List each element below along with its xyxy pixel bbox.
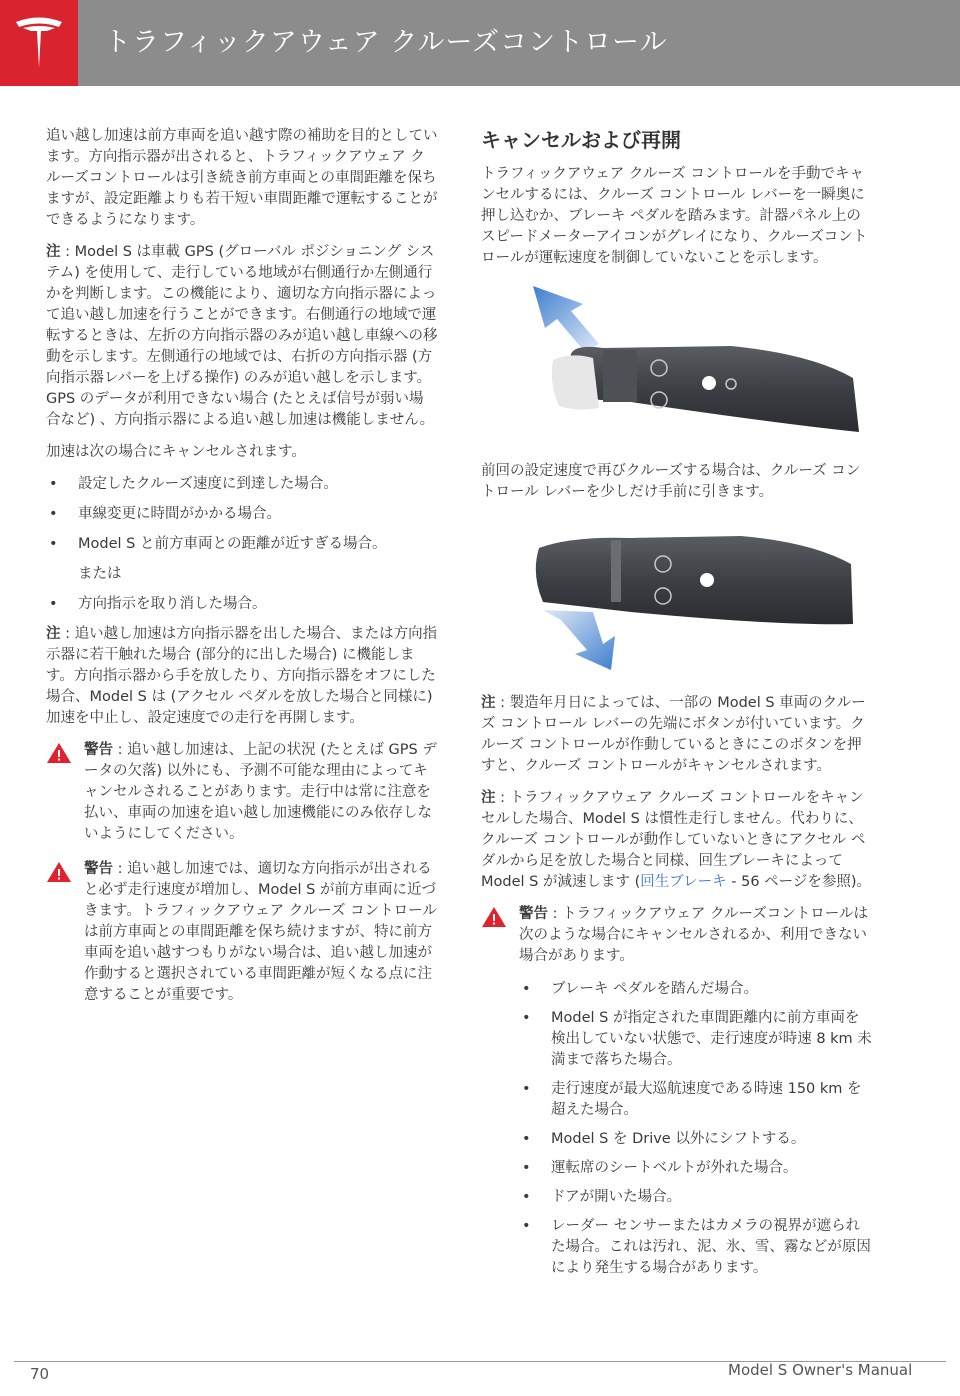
warning-block [481, 904, 873, 1279]
bullet-icon: • [522, 1218, 531, 1234]
page-title: トラフィックアウェア クルーズコントロール [104, 27, 668, 58]
warning-content [519, 904, 873, 967]
page-number: 70 [30, 1365, 50, 1383]
warning-label: 警告 [84, 861, 113, 877]
note-label: 注 [481, 695, 496, 711]
list-item: • 運転席のシートベルトが外れた場合。 [519, 1158, 873, 1179]
bullet-icon: • [522, 1189, 531, 1205]
note-text: : トラフィックアウェア クルーズ コントロールをキャンセルした場合、Model S は慣性走行しません。代わりに、クルーズ コントロールが動作していないときにアクセル ペダルから足を放した場合と同様、回生ブレーキによって Model S が減速します ( [481, 790, 866, 890]
bullet-icon: • [49, 506, 58, 522]
note [481, 788, 873, 893]
list-item: • Model S が指定された車間距離内に前方車両を検出していない状態で、走行速度が時速 8 km 未満まで落ちた場合。 [522, 1010, 872, 1068]
warning-icon [46, 861, 72, 883]
arrow-down-icon [543, 610, 615, 670]
note-label: 注 [46, 244, 61, 260]
right-column [481, 126, 873, 1293]
bullet-list [46, 474, 438, 555]
list-item: • ブレーキ ペダルを踏んだ場合。 [519, 979, 873, 1000]
note-label: 注 [46, 626, 61, 642]
figure-lever-push [481, 280, 873, 447]
list-item: • Model S を Drive 以外にシフトする。 [519, 1129, 873, 1150]
paragraph: トラフィックアウェア クルーズ コントロールを手動でキャンセルするには、クルーズ コントロール レバーを一瞬奥に押し込むか、ブレーキ ペダルを踏みます。計器パネル上のスピードメーターアイコンがグレイになり、クルーズコントロールが運転速度を制御していないことを示します。 [481, 166, 868, 266]
list-item: • 設定したクルーズ速度に到達した場合。 [46, 474, 438, 495]
or-text: または [78, 566, 122, 582]
bullet-icon: • [522, 1131, 531, 1147]
warning-block [46, 740, 438, 845]
warning-label: 警告 [84, 742, 113, 758]
list-item: • 車線変更に時間がかかる場合。 [46, 504, 438, 525]
paragraph: 前回の設定速度で再びクルーズする場合は、クルーズ コントロール レバーを少しだけ手前に引きます。 [481, 463, 861, 500]
bullet-icon: • [49, 476, 58, 492]
bullet-icon: • [522, 1010, 531, 1026]
bullet-list [46, 594, 438, 615]
warning-text: : トラフィックアウェア クルーズコントロールは次のような場合にキャンセルされるか、利用できない場合があります。 [519, 906, 869, 964]
note [46, 242, 438, 431]
bullet-icon: • [522, 981, 531, 997]
left-column [46, 126, 438, 1020]
warning-block [46, 859, 438, 1006]
list-item: • ドアが開いた場合。 [519, 1187, 873, 1208]
figure-lever-pull [481, 514, 873, 679]
bullet-icon: • [49, 596, 58, 612]
list-item: • レーダー センサーまたはカメラの視界が遮られた場合。これは汚れ、泥、氷、雪、霧などが原因により発生する場合があります。 [522, 1218, 871, 1276]
cruise-lever-pull-illustration [481, 514, 873, 672]
page-header [0, 0, 960, 86]
tesla-logo-icon [14, 14, 64, 72]
regen-brake-link[interactable]: 回生ブレーキ [640, 874, 727, 890]
note-text: : Model S は車載 GPS (グローバル ポジショニング システム) を使用して、走行している地域が右側通行か左側通行かを判断します。この機能により、適切な方向指示器によって追い越し加速を行うことができます。右側通行の地域で運転するときは、左折の方向指示器のみが追い越し車線への移動を示します。左側通行の地域では、右折の方向指示器 (方向指示器レバーを上げる操作) のみが追い越しを示します。GPS のデータが利用できない場合 (たとえば信号が弱い場合など) 、方向指示器による追い越し加速は機能しません。 [46, 244, 438, 428]
note-text: : 製造年月日によっては、一部の Model S 車両のクルーズ コントロール レバーの先端にボタンが付いています。クルーズ コントロールが作動しているときにこのボタンを押すと、クルーズ コントロールがキャンセルされます。 [481, 695, 866, 774]
bullet-icon: • [522, 1081, 531, 1097]
note-text: - 56 ページを参照)。 [726, 874, 872, 890]
paragraph: 加速は次の場合にキャンセルされます。 [46, 444, 306, 460]
warning-text: : 追い越し加速は、上記の状況 (たとえば GPS データの欠落) 以外にも、予測不可能な理由によってキャンセルされることがあります。走行中は常に注意を払い、車両の加速を追い越し加速機能にのみ依存しないようにしてください。 [84, 742, 437, 842]
paragraph: 追い越し加速は前方車両を追い越す際の補助を目的としています。方向指示器が出されると、トラフィックアウェア クルーズコントロールは引き続き前方車両との車間距離を保ちますが、設定距離よりも若干短い車間距離で運転することができるようになります。 [46, 128, 438, 228]
warning-text: : 追い越し加速では、適切な方向指示が出されると必ず走行速度が増加し、Model S が前方車両に近づきます。トラフィックアウェア クルーズ コントロールは前方車両との車間距離を保ち続けますが、特に前方車両を追い越すつもりがない場合は、追い越し加速が作動すると選択されている車間距離が短くなる点に注意することが重要です。 [84, 861, 437, 1003]
arrow-up-icon [533, 286, 599, 352]
note-label: 注 [481, 790, 496, 806]
warning-icon [46, 742, 72, 764]
warning-label: 警告 [519, 906, 548, 922]
note [46, 624, 438, 729]
bullet-icon: • [49, 536, 58, 552]
warning-bullet-list [519, 979, 873, 1279]
manual-title: Model S Owner's Manual [728, 1361, 913, 1379]
tesla-logo [0, 0, 78, 86]
section-heading: キャンセルおよび再開 [481, 128, 681, 152]
list-item: • 走行速度が最大巡航速度である時速 150 km を超えた場合。 [522, 1081, 862, 1118]
note-text: : 追い越し加速は方向指示器を出した場合、または方向指示器に若干触れた場合 (部分的に出した場合) に機能します。方向指示器から手を放したり、方向指示器をオフにした場合、Model S は (アクセル ペダルを放した場合と同様に) 加速を中止し、設定速度での走行を再開します。 [46, 626, 438, 726]
list-item: • Model S と前方車両との距離が近すぎる場合。 [46, 534, 438, 555]
cruise-lever-push-illustration [481, 280, 873, 440]
list-item: • 方向指示を取り消した場合。 [46, 594, 438, 615]
warning-icon [481, 906, 507, 928]
note [481, 693, 873, 777]
bullet-icon: • [522, 1160, 531, 1176]
